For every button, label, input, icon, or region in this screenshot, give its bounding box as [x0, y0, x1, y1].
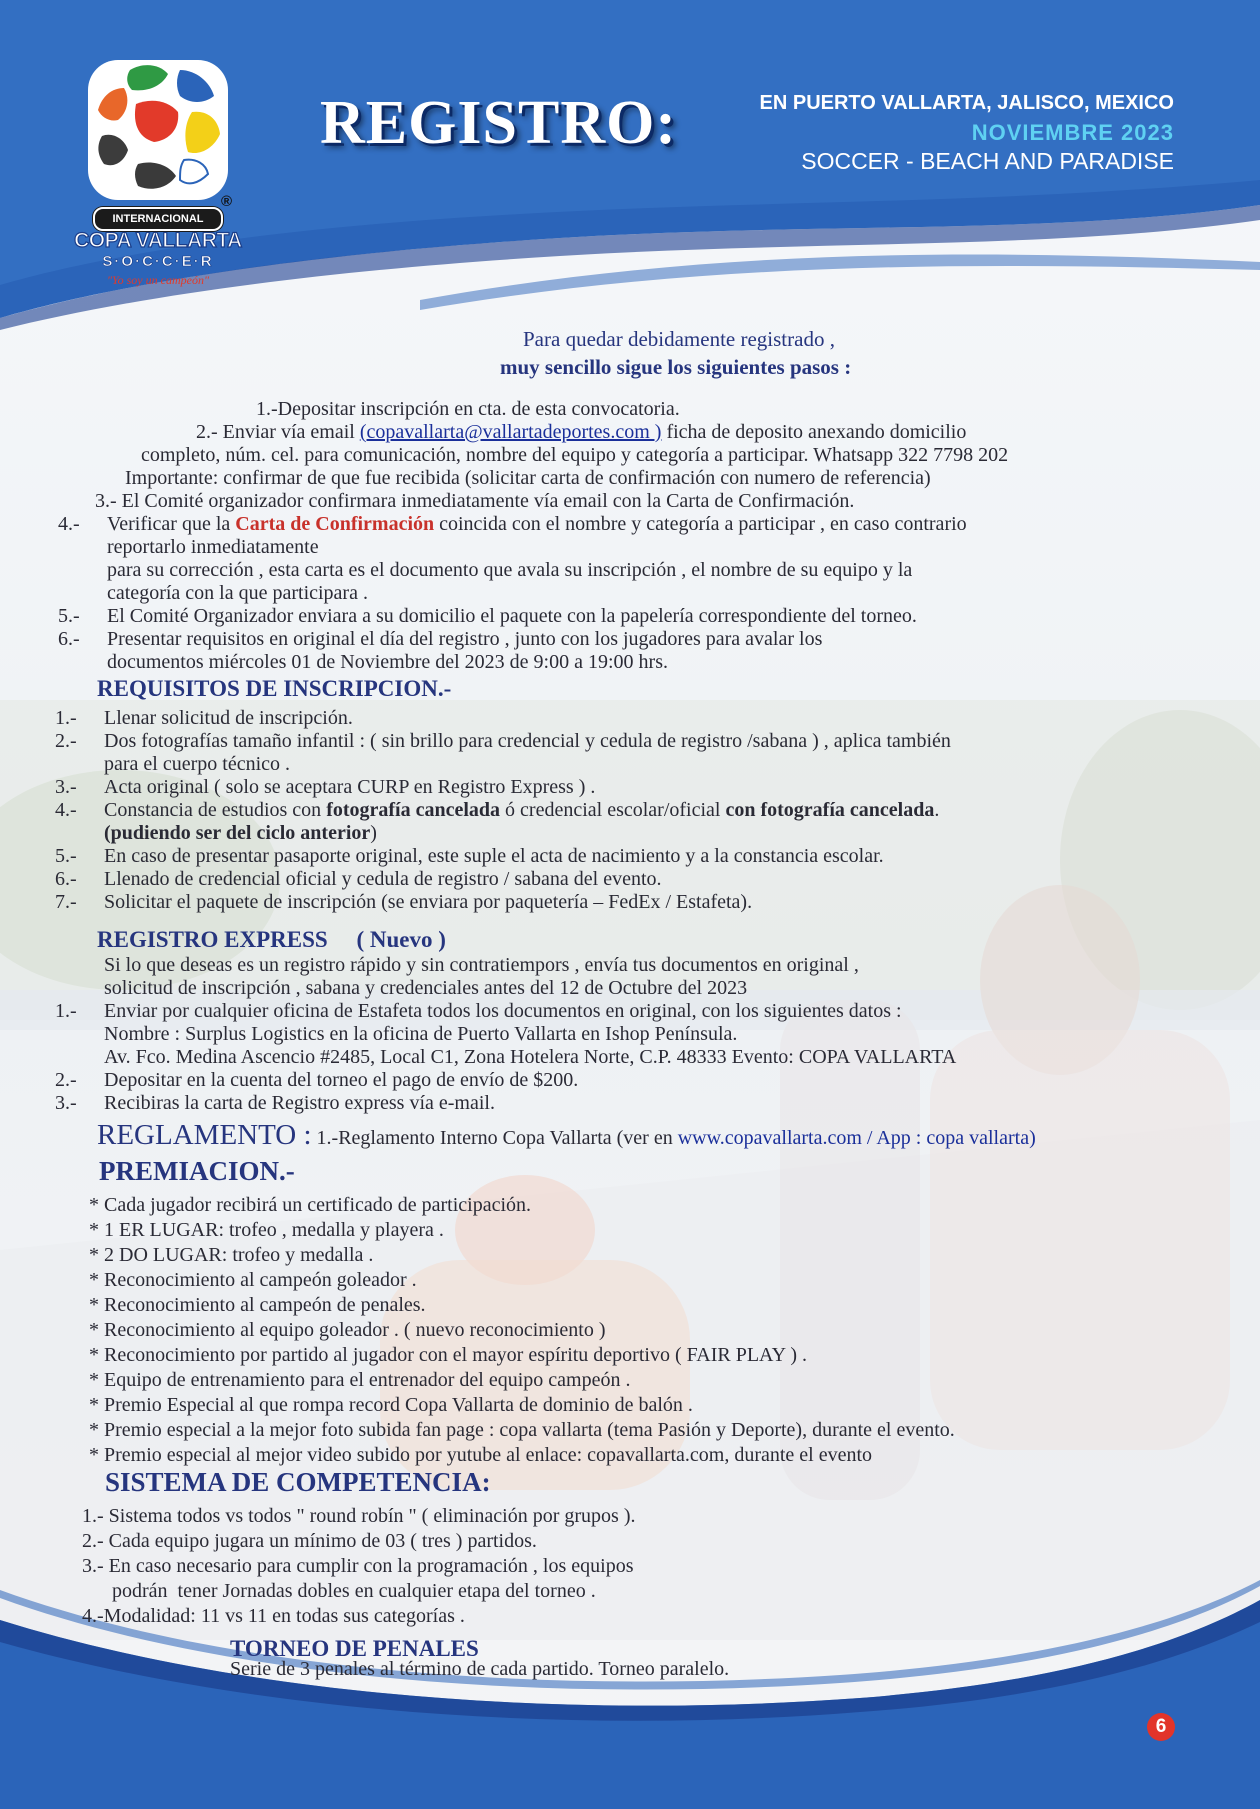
premio-5: * Reconocimiento al campeón de penales.: [89, 1294, 426, 1316]
premio-8: * Equipo de entrenamiento para el entrenador del equipo campeón .: [89, 1369, 631, 1391]
step-4-line-3: para su corrección , esta carta es el documento que avala su inscripción , el nombre de su equipo y la: [107, 559, 913, 581]
premio-9: * Premio Especial al que rompa record Copa Vallarta de dominio de balón .: [89, 1394, 693, 1416]
requisito-4-bold-f: (pudiendo ser del ciclo anterior: [104, 822, 371, 844]
intro-line-2: muy sencillo sigue los siguientes pasos :: [500, 355, 852, 379]
express-item-1-number: 1.-: [55, 1000, 77, 1022]
step-4-line-2: reportarlo inmediatamente: [107, 536, 319, 558]
requisito-7-number: 7.-: [55, 891, 77, 913]
express-item-2-number: 2.-: [55, 1069, 77, 1091]
express-item-3-number: 3.-: [55, 1092, 77, 1114]
sistema-3-line-2: podrán tener Jornadas dobles en cualquier etapa del torneo .: [82, 1580, 596, 1602]
requisito-7: Solicitar el paquete de inscripción (se enviara por paquetería – FedEx / Estafeta).: [104, 891, 753, 913]
page-title: REGISTRO:: [320, 89, 677, 157]
logo-soccer: S·O·C·C·E·R: [102, 253, 214, 270]
logo-slogan: "Yo soy un campeón": [107, 273, 209, 287]
penales-heading: TORNEO DE PENALES: [230, 1636, 479, 1661]
registered-mark: ®: [221, 193, 233, 210]
step-5: El Comité Organizador enviara a su domicilio el paquete con la papelería correspondiente del torneo.: [107, 605, 917, 627]
requisito-4-number: 4.-: [55, 799, 77, 821]
reglamento-heading: REGLAMENTO :: [97, 1119, 312, 1151]
page-number: 6: [1147, 1713, 1175, 1741]
requisito-4-bold-d: con fotografía cancelada: [725, 799, 935, 821]
location-text: EN PUERTO VALLARTA, JALISCO, MEXICO: [759, 92, 1174, 114]
sistema-4: 4.-Modalidad: 11 vs 11 en todas sus categorías .: [82, 1605, 465, 1627]
requisito-4: [104, 799, 939, 822]
penales-text: Serie de 3 penales al término de cada partido. Torneo paralelo.: [230, 1658, 730, 1680]
requisito-5: En caso de presentar pasaporte original, este suple el acta de nacimiento y a la constancia escolar.: [104, 845, 884, 867]
requisito-2: Dos fotografías tamaño infantil : ( sin brillo para credencial y cedula de registro /sabana ) , aplica también: [104, 730, 951, 752]
step-3: 3.- El Comité organizador confirmara inmediatamente vía email con la Carta de Confirmación.: [95, 490, 855, 512]
reglamento-line: [97, 1119, 1036, 1151]
step-2: [196, 421, 966, 444]
sistema-2: 2.- Cada equipo jugara un mínimo de 03 ( tres ) partidos.: [82, 1530, 537, 1552]
step-2-line-2: completo, núm. cel. para comunicación, nombre del equipo y categoría a participar. Whatsapp 322 7798 202: [141, 444, 1009, 466]
requisito-4-bold-b: fotografía cancelada: [326, 799, 501, 821]
premio-11: * Premio especial al mejor video subido por yutube al enlace: copavallarta.com, durante el evento: [89, 1444, 873, 1466]
express-line-2: solicitud de inscripción , sabana y credenciales antes del 12 de Octubre del 2023: [104, 977, 748, 999]
express-item-1-line-2: Nombre : Surplus Logistics en la oficina de Puerto Vallarta en Ishop Península.: [104, 1023, 738, 1045]
requisito-4-text-c: ó credencial escolar/oficial: [500, 799, 726, 821]
premiacion-heading: PREMIACION.-: [99, 1156, 295, 1186]
step-1: 1.-Depositar inscripción en cta. de esta convocatoria.: [256, 398, 680, 420]
step-6: Presentar requisitos en original el día del registro , junto con los jugadores para avalar los: [107, 628, 823, 650]
step-4: [107, 513, 967, 536]
step-5-number: 5.-: [58, 605, 80, 627]
premio-3: * 2 DO LUGAR: trofeo y medalla .: [89, 1244, 374, 1266]
requisito-6-number: 6.-: [55, 868, 77, 890]
express-item-1-line-3: Av. Fco. Medina Ascencio #2485, Local C1, Zona Hotelera Norte, C.P. 48333 Evento: COPA VALLARTA: [104, 1046, 957, 1068]
express-line-1: Si lo que deseas es un registro rápido y sin contratiempors , envía tus documentos en original ,: [104, 954, 859, 976]
sistema-heading: SISTEMA DE COMPETENCIA:: [105, 1467, 491, 1497]
step-6-line-2: documentos miércoles 01 de Noviembre del 2023 de 9:00 a 19:00 hrs.: [107, 651, 668, 673]
requisito-6: Llenado de credencial oficial y cedula de registro / sabana del evento.: [104, 868, 662, 890]
express-item-3: Recibiras la carta de Registro express vía e-mail.: [104, 1092, 495, 1114]
premio-7: * Reconocimiento por partido al jugador con el mayor espíritu deportivo ( FAIR PLAY ) .: [89, 1344, 808, 1366]
step-4-number: 4.-: [58, 513, 80, 535]
requisito-4-text-g: ): [370, 822, 377, 844]
requisito-1: Llenar solicitud de inscripción.: [104, 707, 353, 729]
step-6-number: 6.-: [58, 628, 80, 650]
requisito-3-number: 3.-: [55, 776, 77, 798]
logo-badge: INTERNACIONAL: [93, 207, 223, 231]
requisito-1-number: 1.-: [55, 707, 77, 729]
step-4-text-end: coincida con el nombre y categoría a participar , en caso contrario: [434, 513, 967, 535]
reglamento-tail: / App : copa vallarta): [861, 1127, 1036, 1149]
step-4-line-4: categoría con la que participara .: [107, 582, 368, 604]
premio-2: * 1 ER LUGAR: trofeo , medalla y playera .: [89, 1219, 444, 1241]
intro-line-1: Para quedar debidamente registrado ,: [523, 327, 835, 351]
step-2-text: 2.- Enviar vía email: [196, 421, 360, 443]
requisito-4-text-a: Constancia de estudios con: [104, 799, 327, 821]
email-link[interactable]: (copavallarta@vallartadeportes.com ): [359, 421, 662, 443]
step-4-text: Verificar que la: [107, 513, 236, 535]
reglamento-text: 1.-Reglamento Interno Copa Vallarta (ver en: [311, 1127, 678, 1149]
express-item-2: Depositar en la cuenta del torneo el pago de envío de $200.: [104, 1069, 579, 1091]
sistema-1: 1.- Sistema todos vs todos " round robín " ( eliminación por grupos ).: [82, 1505, 636, 1527]
requisito-2-number: 2.-: [55, 730, 77, 752]
requisito-2-line-2: para el cuerpo técnico .: [104, 753, 291, 775]
premio-6: * Reconocimiento al equipo goleador . ( nuevo reconocimiento ): [89, 1319, 606, 1341]
requisito-5-number: 5.-: [55, 845, 77, 867]
requisito-4-text-e: .: [934, 799, 940, 821]
website-link[interactable]: www.copavallarta.com: [677, 1127, 862, 1149]
registro-express-heading: REGISTRO EXPRESS ( Nuevo ): [97, 927, 446, 952]
date-text: NOVIEMBRE 2023: [971, 120, 1174, 145]
carta-confirmacion-highlight: Carta de Confirmación: [235, 513, 435, 535]
requisito-3: Acta original ( solo se aceptara CURP en Registro Express ) .: [104, 776, 596, 798]
logo-name: COPA VALLARTA: [74, 229, 242, 252]
event-text: SOCCER - BEACH AND PARADISE: [801, 148, 1174, 174]
requisito-4-line-2: [104, 822, 377, 845]
step-2-line-3: Importante: confirmar de que fue recibida (solicitar carta de confirmación con numero de referencia): [125, 467, 931, 489]
sistema-3: 3.- En caso necesario para cumplir con la programación , los equipos: [82, 1555, 634, 1577]
premio-4: * Reconocimiento al campeón goleador .: [89, 1269, 417, 1291]
express-item-1: Enviar por cualquier oficina de Estafeta todos los documentos en original, con los siguientes datos :: [104, 1000, 902, 1022]
requisitos-heading: REQUISITOS DE INSCRIPCION.-: [97, 676, 452, 701]
step-2-text-end: ficha de deposito anexando domicilio: [661, 421, 967, 443]
premio-10: * Premio especial a la mejor foto subida fan page : copa vallarta (tema Pasión y Deporte), durante el evento.: [89, 1419, 955, 1441]
premio-1: * Cada jugador recibirá un certificado de participación.: [89, 1194, 532, 1216]
